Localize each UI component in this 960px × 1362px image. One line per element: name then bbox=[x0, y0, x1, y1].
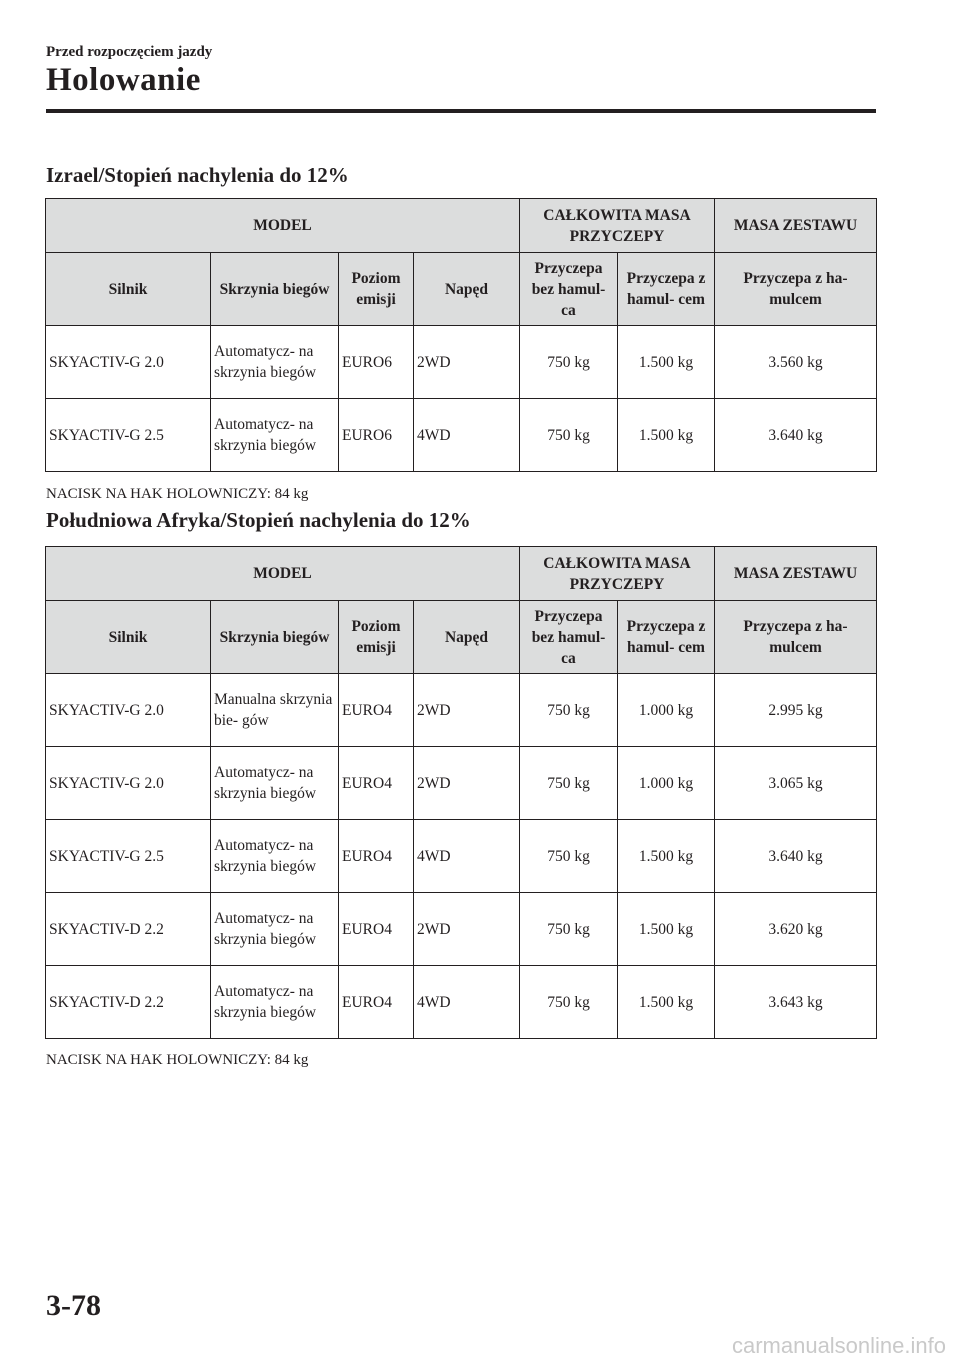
cell-gearbox: Automatycz- na skrzynia biegów bbox=[211, 966, 339, 1039]
col-drive: Napęd bbox=[414, 601, 520, 674]
cell-unbraked: 750 kg bbox=[520, 966, 618, 1039]
cell-braked: 1.000 kg bbox=[618, 674, 715, 747]
cell-unbraked: 750 kg bbox=[520, 820, 618, 893]
cell-gearbox: Automatycz- na skrzynia biegów bbox=[211, 820, 339, 893]
cell-combined: 3.643 kg bbox=[715, 966, 877, 1039]
cell-gearbox: Manualna skrzynia bie- gów bbox=[211, 674, 339, 747]
col-combined-mass: MASA ZESTAWU bbox=[715, 547, 877, 601]
cell-engine: SKYACTIV-G 2.5 bbox=[46, 399, 211, 472]
col-braked: Przyczepa z hamul- cem bbox=[618, 253, 715, 326]
cell-braked: 1.500 kg bbox=[618, 326, 715, 399]
table-row bbox=[46, 820, 877, 893]
cell-braked: 1.500 kg bbox=[618, 966, 715, 1039]
table-south-africa-heading: Południowa Afryka/Stopień nachylenia do 12% bbox=[46, 508, 471, 532]
cell-gearbox: Automatycz- na skrzynia biegów bbox=[211, 326, 339, 399]
cell-emission: EURO4 bbox=[339, 674, 414, 747]
cell-engine: SKYACTIV-G 2.5 bbox=[46, 820, 211, 893]
table-israel bbox=[45, 198, 877, 472]
col-trailer-mass: CAŁKOWITA MASA PRZYCZEPY bbox=[520, 547, 715, 601]
col-drive: Napęd bbox=[414, 253, 520, 326]
col-gearbox: Skrzynia biegów bbox=[211, 253, 339, 326]
cell-combined: 3.640 kg bbox=[715, 399, 877, 472]
col-trailer-mass: CAŁKOWITA MASA PRZYCZEPY bbox=[520, 199, 715, 253]
cell-combined: 3.620 kg bbox=[715, 893, 877, 966]
cell-emission: EURO4 bbox=[339, 893, 414, 966]
table-row bbox=[46, 966, 877, 1039]
table-israel-heading: Izrael/Stopień nachylenia do 12% bbox=[46, 163, 349, 187]
col-unbraked: Przyczepa bez hamul- ca bbox=[520, 253, 618, 326]
cell-unbraked: 750 kg bbox=[520, 747, 618, 820]
cell-emission: EURO6 bbox=[339, 326, 414, 399]
cell-emission: EURO4 bbox=[339, 966, 414, 1039]
col-model: MODEL bbox=[46, 199, 520, 253]
col-gearbox: Skrzynia biegów bbox=[211, 601, 339, 674]
cell-braked: 1.500 kg bbox=[618, 820, 715, 893]
cell-emission: EURO4 bbox=[339, 820, 414, 893]
cell-engine: SKYACTIV-G 2.0 bbox=[46, 747, 211, 820]
section-label: Przed rozpoczęciem jazdy bbox=[46, 44, 213, 60]
cell-gearbox: Automatycz- na skrzynia biegów bbox=[211, 893, 339, 966]
watermark: carmanualsonline.info bbox=[731, 1333, 946, 1358]
col-braked-combined: Przyczepa z ha- mulcem bbox=[715, 253, 877, 326]
col-engine: Silnik bbox=[46, 253, 211, 326]
cell-unbraked: 750 kg bbox=[520, 399, 618, 472]
cell-unbraked: 750 kg bbox=[520, 674, 618, 747]
col-combined-mass: MASA ZESTAWU bbox=[715, 199, 877, 253]
col-braked: Przyczepa z hamul- cem bbox=[618, 601, 715, 674]
cell-engine: SKYACTIV-G 2.0 bbox=[46, 674, 211, 747]
hitch-load-note: NACISK NA HAK HOLOWNICZY: 84 kg bbox=[46, 1052, 309, 1068]
cell-engine: SKYACTIV-G 2.0 bbox=[46, 326, 211, 399]
cell-drive: 2WD bbox=[414, 747, 520, 820]
col-braked-combined: Przyczepa z ha- mulcem bbox=[715, 601, 877, 674]
cell-braked: 1.000 kg bbox=[618, 747, 715, 820]
page-title: Holowanie bbox=[46, 62, 201, 98]
cell-drive: 2WD bbox=[414, 893, 520, 966]
cell-drive: 2WD bbox=[414, 326, 520, 399]
col-engine: Silnik bbox=[46, 601, 211, 674]
col-emission: Poziom emisji bbox=[339, 601, 414, 674]
cell-combined: 2.995 kg bbox=[715, 674, 877, 747]
cell-drive: 4WD bbox=[414, 399, 520, 472]
table-south-africa bbox=[45, 546, 877, 1039]
cell-braked: 1.500 kg bbox=[618, 399, 715, 472]
cell-combined: 3.065 kg bbox=[715, 747, 877, 820]
cell-gearbox: Automatycz- na skrzynia biegów bbox=[211, 747, 339, 820]
page-number: 3-78 bbox=[46, 1289, 101, 1322]
cell-unbraked: 750 kg bbox=[520, 326, 618, 399]
title-rule bbox=[46, 109, 876, 113]
cell-engine: SKYACTIV-D 2.2 bbox=[46, 966, 211, 1039]
cell-drive: 4WD bbox=[414, 820, 520, 893]
table-row bbox=[46, 674, 877, 747]
cell-gearbox: Automatycz- na skrzynia biegów bbox=[211, 399, 339, 472]
cell-braked: 1.500 kg bbox=[618, 893, 715, 966]
col-unbraked: Przyczepa bez hamul- ca bbox=[520, 601, 618, 674]
cell-combined: 3.560 kg bbox=[715, 326, 877, 399]
table-row bbox=[46, 893, 877, 966]
cell-emission: EURO6 bbox=[339, 399, 414, 472]
cell-unbraked: 750 kg bbox=[520, 893, 618, 966]
cell-drive: 2WD bbox=[414, 674, 520, 747]
cell-combined: 3.640 kg bbox=[715, 820, 877, 893]
cell-drive: 4WD bbox=[414, 966, 520, 1039]
cell-emission: EURO4 bbox=[339, 747, 414, 820]
table-row bbox=[46, 399, 877, 472]
col-model: MODEL bbox=[46, 547, 520, 601]
hitch-load-note: NACISK NA HAK HOLOWNICZY: 84 kg bbox=[46, 486, 309, 502]
col-emission: Poziom emisji bbox=[339, 253, 414, 326]
table-row bbox=[46, 747, 877, 820]
table-row bbox=[46, 326, 877, 399]
cell-engine: SKYACTIV-D 2.2 bbox=[46, 893, 211, 966]
